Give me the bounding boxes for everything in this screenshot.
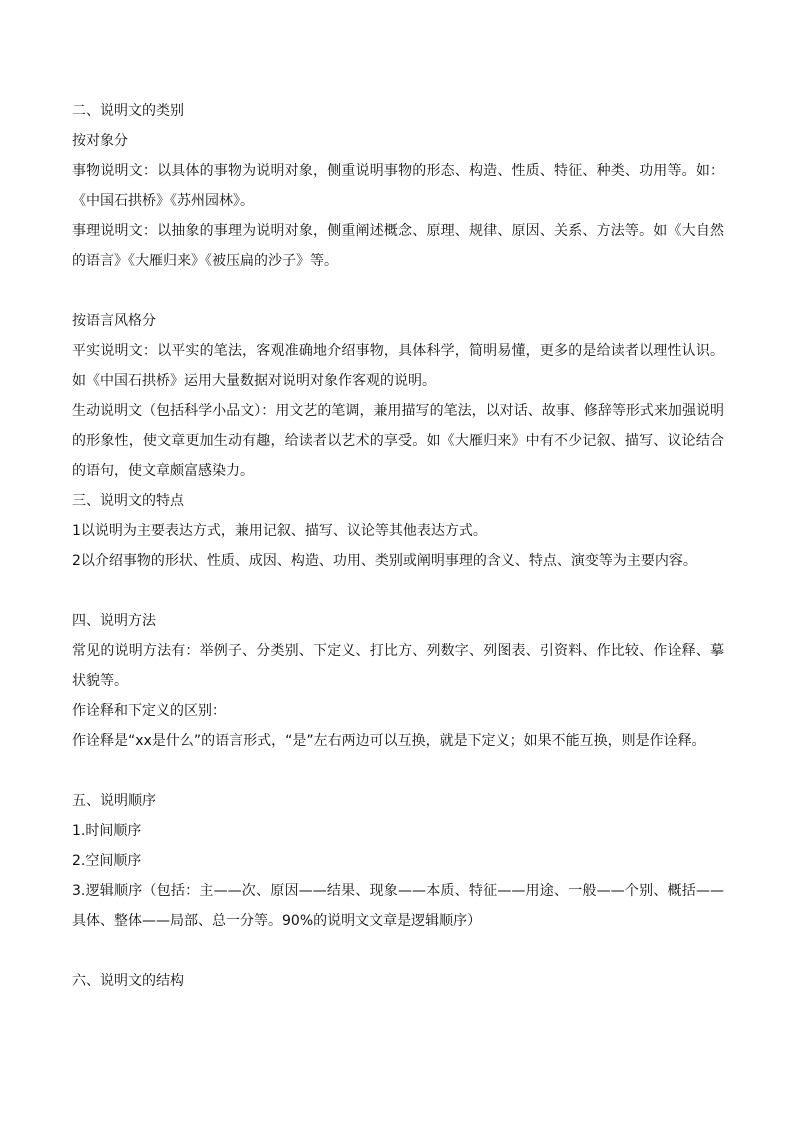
paragraph-difference: 作诠释是“xx是什么”的语言形式，“是”左右两边可以互换，就是下定义；如果不能互换，则是作诠释。 xyxy=(72,733,706,749)
section-heading-structure: 六、说明文的结构 xyxy=(72,973,184,989)
section-heading-features: 三、说明文的特点 xyxy=(72,493,184,509)
order-item-time: 1.时间顺序 xyxy=(72,823,142,839)
section-heading-order: 五、说明顺序 xyxy=(72,793,156,809)
feature-item-1: 1以说明为主要表达方式，兼用记叙、描写、议论等其他表达方式。 xyxy=(72,523,487,539)
spacer xyxy=(72,276,724,306)
order-item-logic: 3.逻辑顺序（包括：主——次、原因——结果、现象——本质、特征——用途、一般——个别、概括——具体、整体——局部、总一分等。90%的说明文文章是逻辑顺序） xyxy=(72,883,724,929)
subheading-by-style: 按语言风格分 xyxy=(72,313,156,329)
spacer xyxy=(72,936,724,966)
paragraph-common-methods: 常见的说明方法有：举例子、分类别、下定义、打比方、列数字、列图表、引资料、作比较、作诠释、摹状貌等。 xyxy=(72,643,724,689)
subheading-difference: 作诠释和下定义的区别： xyxy=(72,703,226,719)
paragraph-vivid-expository: 生动说明文（包括科学小品文）：用文艺的笔调，兼用描写的笔法，以对话、故事、修辞等形式来加强说明的形象性，使文章更加生动有趣，给读者以艺术的享受。如《大雁归来》中有不少记叙、描写、议论结合的语句，使文章颇富感染力。 xyxy=(72,403,724,479)
section-heading-methods: 四、说明方法 xyxy=(72,613,156,629)
document-page xyxy=(72,96,724,996)
order-item-space: 2.空间顺序 xyxy=(72,853,142,869)
paragraph-thing-expository: 事物说明文：以具体的事物为说明对象，侧重说明事物的形态、构造、性质、特征、种类、功用等。如：《中国石拱桥》《苏州园林》。 xyxy=(72,163,724,209)
feature-item-2: 2以介绍事物的形状、性质、成因、构造、功用、类别或阐明事理的含义、特点、演变等为主要内容。 xyxy=(72,553,697,569)
subheading-by-object: 按对象分 xyxy=(72,133,128,149)
paragraph-plain-expository: 平实说明文：以平实的笔法，客观准确地介绍事物，具体科学，简明易懂，更多的是给读者以理性认识。如《中国石拱桥》运用大量数据对说明对象作客观的说明。 xyxy=(72,343,724,389)
section-heading-categories: 二、说明文的类别 xyxy=(72,103,184,119)
paragraph-principle-expository: 事理说明文：以抽象的事理为说明对象，侧重阐述概念、原理、规律、原因、关系、方法等。如《大自然的语言》《大雁归来》《被压扁的沙子》等。 xyxy=(72,223,724,269)
spacer xyxy=(72,576,724,606)
spacer xyxy=(72,756,724,786)
